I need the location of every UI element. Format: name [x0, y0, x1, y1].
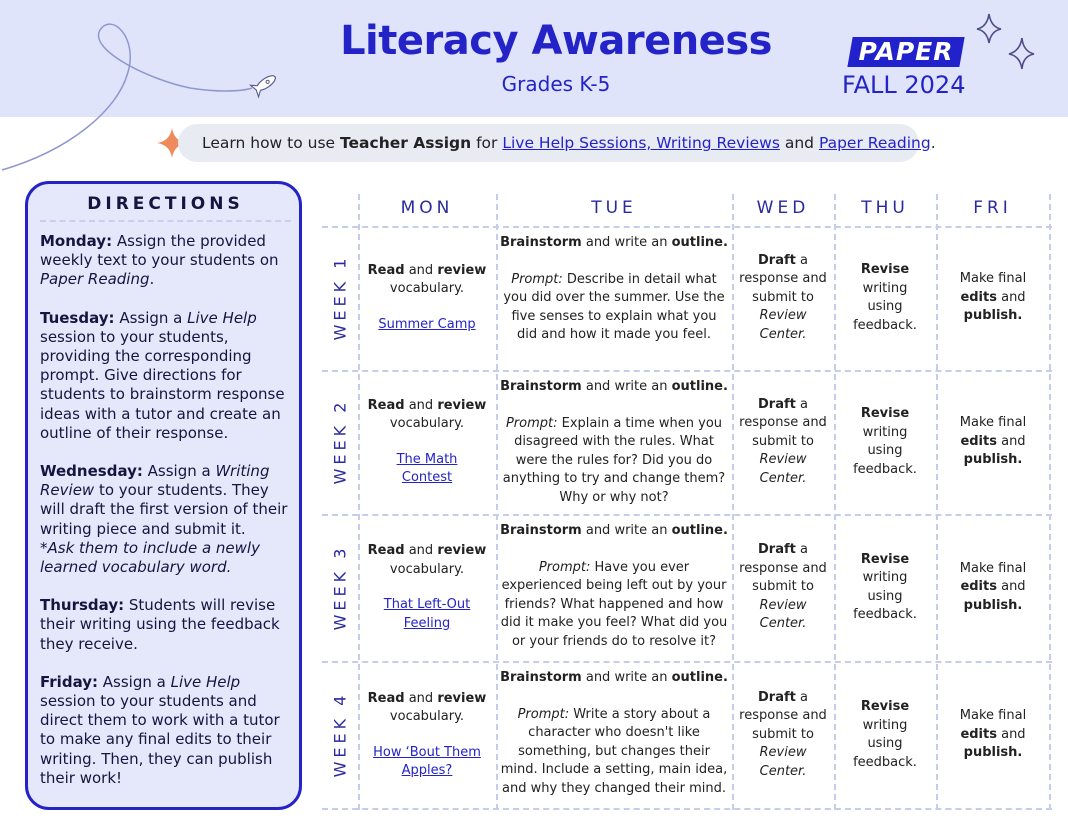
- wed-text: [738, 689, 828, 782]
- tuesday-text-italic: Live Help: [187, 308, 257, 327]
- banner-for: for: [471, 134, 503, 152]
- fri-make: Make final: [959, 415, 1027, 431]
- mon-review: review: [437, 690, 487, 706]
- review-center: Review Center.: [759, 597, 807, 632]
- grade-subtitle: Grades K-5: [501, 72, 611, 96]
- week-label: WEEK 1: [330, 254, 350, 341]
- tue-cell: [500, 370, 728, 514]
- day-header-fri: FRI: [973, 198, 1012, 218]
- mon-vocab: vocabulary.: [389, 561, 465, 577]
- tue-outline: outline.: [671, 379, 728, 394]
- tue-and-write: and write an: [581, 670, 672, 685]
- thu-text: [846, 698, 924, 772]
- tue-heading: [500, 378, 728, 397]
- banner-bold: Teacher Assign: [340, 134, 472, 152]
- review-center: Review Center.: [759, 745, 807, 779]
- thursday-label: Thursday:: [40, 596, 125, 615]
- tue-brainstorm: Brainstorm: [500, 523, 582, 538]
- fri-cell: [952, 226, 1034, 370]
- fri-make: Make final: [959, 708, 1027, 724]
- wed-draft: Draft: [758, 252, 796, 268]
- day-header-mon: MON: [400, 198, 454, 218]
- mon-cell: [364, 226, 490, 370]
- directions-title: DIRECTIONS: [40, 194, 291, 222]
- directions-panel: [25, 181, 302, 810]
- fri-and: and: [996, 579, 1026, 595]
- wed-cell: [738, 661, 828, 809]
- friday-label: Friday:: [40, 672, 99, 691]
- mon-cell: [364, 370, 490, 514]
- tue-prompt: [500, 706, 728, 799]
- prompt-label: Prompt:: [538, 559, 591, 575]
- weekly-schedule-grid: [322, 188, 1052, 810]
- tue-prompt: [500, 415, 728, 508]
- tue-cell: [500, 226, 728, 370]
- grid-vline: [496, 194, 498, 810]
- fri-text: [952, 560, 1034, 616]
- tue-prompt: [500, 559, 728, 652]
- banner-end: .: [930, 134, 936, 152]
- fri-make: Make final: [959, 271, 1027, 287]
- wed-draft: Draft: [758, 542, 796, 558]
- grid-vline: [1049, 194, 1051, 810]
- mon-review: review: [437, 262, 487, 278]
- thu-cell: [846, 226, 924, 370]
- wed-text: [738, 541, 828, 634]
- wed-rest: a response and submit to: [739, 542, 827, 595]
- tue-cell: [500, 661, 728, 809]
- weekly-text-link[interactable]: The Math Contest: [396, 451, 458, 485]
- wed-rest: a response and submit to: [739, 252, 827, 305]
- fri-publish: publish.: [963, 308, 1023, 324]
- tuesday-label: Tuesday:: [40, 308, 115, 327]
- mon-and: and: [404, 543, 438, 558]
- directions-friday: [40, 673, 291, 788]
- mon-line: [368, 397, 487, 416]
- tue-heading: [500, 522, 728, 541]
- tue-and-write: and write an: [581, 523, 672, 538]
- mon-read: Read: [367, 543, 405, 558]
- fri-cell: [952, 370, 1034, 514]
- mon-and: and: [404, 690, 438, 706]
- wed-cell: [738, 226, 828, 370]
- tue-brainstorm: Brainstorm: [500, 670, 582, 685]
- mon-read: Read: [367, 397, 405, 413]
- mon-line: [368, 690, 487, 709]
- thu-text: [846, 405, 924, 479]
- wednesday-text-2: to your students. They will draft the first version of their writing piece and submit it.: [40, 481, 288, 538]
- mon-read: Read: [367, 262, 405, 278]
- fri-edits: edits: [960, 433, 997, 449]
- thu-text: [846, 261, 924, 335]
- directions-wednesday: [40, 462, 291, 577]
- monday-text-1: Assign the provided weekly text to your students on: [40, 232, 279, 270]
- day-header-tue: TUE: [591, 198, 637, 218]
- banner-and: and: [779, 134, 819, 152]
- thu-cell: [846, 661, 924, 809]
- thu-revise: Revise: [860, 406, 910, 421]
- wed-text: [738, 396, 828, 489]
- paper-logo: [847, 37, 964, 67]
- wed-text: [738, 252, 828, 345]
- mon-and: and: [404, 397, 438, 413]
- tue-outline: outline.: [671, 523, 728, 538]
- live-help-writing-review-link[interactable]: Live Help Sessions, Writing Reviews: [502, 134, 780, 152]
- day-header-thu: THU: [861, 198, 909, 218]
- grid-vline: [358, 194, 360, 810]
- weekly-text-link[interactable]: How ‘Bout Them Apples?: [373, 744, 481, 778]
- friday-text-italic: Live Help: [170, 672, 241, 691]
- directions-tuesday: [40, 309, 291, 443]
- directions-monday: [40, 232, 291, 290]
- thu-rest: writing using feedback.: [853, 424, 917, 477]
- logo-text: PAPER: [858, 37, 954, 66]
- friday-text-1: Assign a: [98, 672, 171, 691]
- fri-edits: edits: [960, 726, 997, 742]
- weekly-text-link[interactable]: Summer Camp: [378, 316, 476, 332]
- wednesday-text-italic: Writing Review: [40, 462, 270, 500]
- thu-rest: writing using feedback.: [853, 717, 917, 770]
- grid-vline: [936, 194, 938, 810]
- tue-cell: [500, 514, 728, 661]
- paper-reading-link[interactable]: Paper Reading: [818, 134, 931, 152]
- mon-vocab: vocabulary.: [389, 709, 465, 724]
- page-title: Literacy Awareness: [340, 18, 772, 64]
- season-label: FALL 2024: [842, 71, 966, 99]
- thu-rest: writing using feedback.: [853, 570, 917, 622]
- fri-cell: [952, 661, 1034, 809]
- prompt-text: Have you ever experienced being left out by your friends? What happened and how did it make you feel? What did you or your friends do to resolve it?: [500, 559, 728, 649]
- fri-and: and: [996, 726, 1026, 742]
- tue-brainstorm: Brainstorm: [500, 379, 582, 394]
- fri-text: [952, 270, 1034, 326]
- wed-rest: a response and submit to: [739, 689, 827, 742]
- friday-text-2: session to your students and direct them to work with a tutor to make any final edits to their writing. Then, they can publish their work!: [40, 692, 280, 787]
- review-center: Review Center.: [759, 308, 807, 342]
- monday-text-2: .: [149, 270, 155, 289]
- wed-draft: Draft: [758, 689, 796, 705]
- mon-line: [368, 542, 487, 561]
- tuesday-text-1: Assign a: [114, 308, 188, 327]
- fri-and: and: [996, 289, 1026, 305]
- thu-rest: writing using feedback.: [853, 280, 917, 333]
- thu-cell: [846, 514, 924, 661]
- teacher-assign-banner: [178, 124, 936, 162]
- mon-cell: [364, 661, 490, 809]
- mon-vocab: vocabulary.: [389, 416, 465, 431]
- mon-and: and: [404, 262, 438, 278]
- tue-heading: [500, 669, 728, 688]
- fri-edits: edits: [960, 579, 997, 595]
- fri-publish: publish.: [963, 597, 1023, 613]
- mon-cell: [364, 514, 490, 661]
- tue-and-write: and write an: [581, 379, 672, 394]
- tue-brainstorm: Brainstorm: [500, 235, 582, 250]
- prompt-text: Explain a time when you disagreed with the rules. What were the rules for? Did you do anything to try and change them? Why or why not?: [502, 415, 726, 505]
- monday-label: Monday:: [40, 232, 113, 250]
- prompt-text: Write a story about a character who doesn't like something, but changes their mind. Include a setting, main idea, and why they changed their mind.: [500, 706, 728, 796]
- directions-thursday: [40, 596, 291, 654]
- mon-review: review: [437, 397, 487, 413]
- wednesday-text-1: Assign a: [142, 462, 216, 481]
- tue-outline: outline.: [671, 235, 728, 250]
- fri-text: [952, 414, 1034, 470]
- grid-vline: [834, 194, 836, 810]
- prompt-text: Describe in detail what you did over the summer. Use the five senses to explain what you did and how it made you feel.: [503, 271, 725, 342]
- wednesday-label: Wednesday:: [40, 462, 143, 481]
- prompt-label: Prompt:: [517, 706, 570, 722]
- thu-revise: Revise: [860, 699, 910, 714]
- week-label: WEEK 3: [330, 544, 350, 630]
- tue-prompt: [500, 271, 728, 345]
- fri-text: [952, 707, 1034, 763]
- prompt-label: Prompt:: [505, 415, 558, 431]
- tuesday-text-2: session to your students, providing the corresponding prompt. Give directions for students to brainstorm response ideas with a tutor and create an outline of their response.: [40, 327, 285, 442]
- tue-and-write: and write an: [581, 235, 672, 250]
- prompt-label: Prompt:: [511, 271, 563, 287]
- day-header-wed: WED: [756, 198, 810, 218]
- week-label: WEEK 4: [330, 691, 350, 778]
- fri-edits: edits: [960, 289, 997, 305]
- weekly-text-link[interactable]: That Left-Out Feeling: [383, 597, 471, 631]
- tue-heading: [500, 234, 728, 253]
- thu-cell: [846, 370, 924, 514]
- thu-revise: Revise: [860, 262, 910, 277]
- mon-read: Read: [367, 690, 405, 706]
- thu-revise: Revise: [860, 551, 910, 567]
- mon-vocab: vocabulary.: [389, 281, 465, 297]
- grid-vline: [732, 194, 734, 810]
- fri-make: Make final: [959, 560, 1027, 576]
- week-label: WEEK 2: [330, 398, 350, 485]
- fri-publish: publish.: [963, 745, 1023, 761]
- thursday-text-1: Students will revise their writing using the feedback they receive.: [40, 596, 280, 653]
- monday-text-italic: Paper Reading: [40, 270, 150, 289]
- fri-and: and: [996, 433, 1026, 449]
- wednesday-note: *Ask them to include a newly learned vocabulary word.: [40, 538, 260, 577]
- mon-line: [368, 262, 487, 281]
- wed-rest: a response and submit to: [739, 396, 827, 449]
- wed-cell: [738, 370, 828, 514]
- fri-publish: publish.: [963, 452, 1023, 468]
- banner-prefix: Learn how to use: [202, 134, 341, 152]
- review-center: Review Center.: [759, 452, 807, 486]
- wed-draft: Draft: [758, 396, 796, 412]
- fri-cell: [952, 514, 1034, 661]
- mon-review: review: [437, 543, 487, 558]
- wed-cell: [738, 514, 828, 661]
- thu-text: [846, 551, 924, 625]
- tue-outline: outline.: [671, 670, 728, 685]
